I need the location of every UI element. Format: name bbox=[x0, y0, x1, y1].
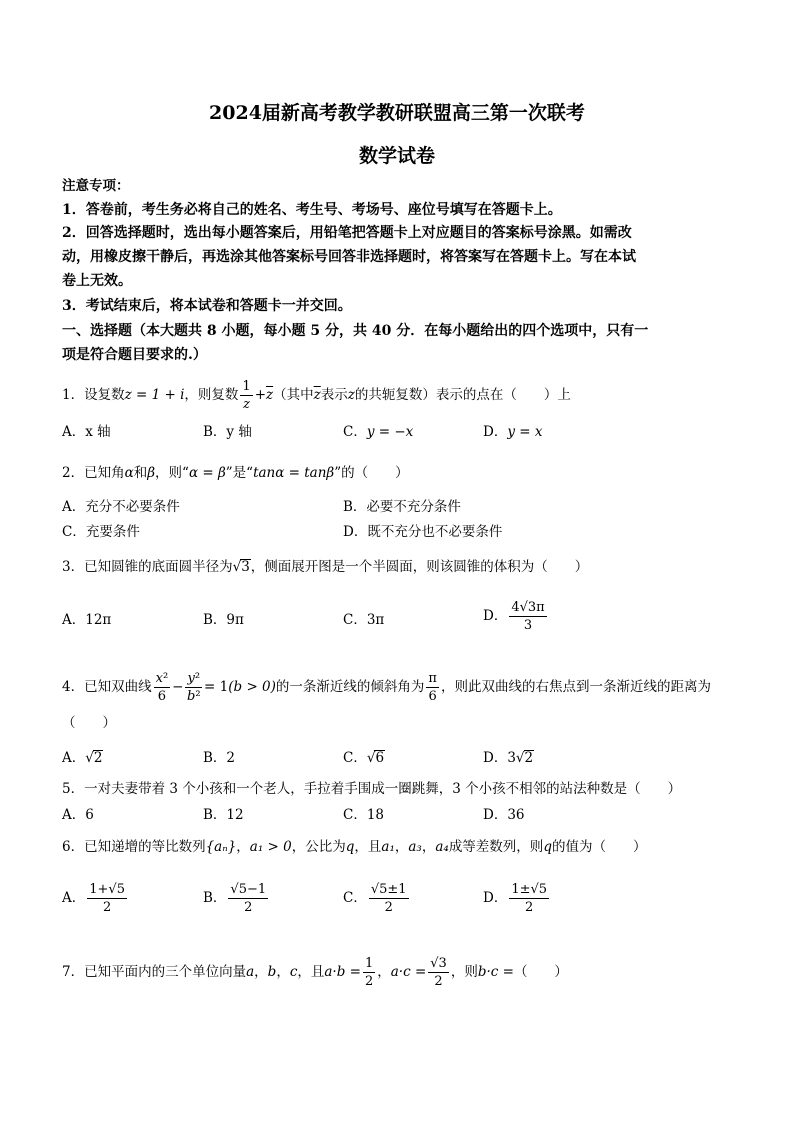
q3-option-b: B．9π bbox=[203, 612, 244, 628]
q1-option-d: D．y = x bbox=[483, 424, 543, 440]
q1-option-c: C．y = −x bbox=[343, 424, 414, 440]
question-2: 2．已知角α和β，则“α = β”是“tanα = tanβ”的（ ） bbox=[62, 465, 409, 481]
notice-item-2-line-1: 2．回答选择题时，选出每小题答案后，用铅笔把答题卡上对应题目的答案标号涂黑。如需改 bbox=[62, 225, 632, 241]
exam-title: 2024届新高考教学教研联盟高三第一次联考 bbox=[209, 102, 585, 124]
q5-option-b: B．12 bbox=[203, 807, 244, 823]
q6-option-b: B． $\frac{√5-1}{2}$ bbox=[203, 882, 267, 915]
notice-heading: 注意专项： bbox=[62, 178, 130, 194]
notice-item-1: 1．答卷前，考生务必将自己的姓名、考生号、考场号、座位号填写在答题卡上。 bbox=[62, 202, 562, 218]
q4-option-d: D．3√2 bbox=[483, 750, 534, 766]
q5-option-c: C．18 bbox=[343, 807, 385, 823]
q4-option-c: C．√6 bbox=[343, 750, 385, 766]
q2-option-a: A．充分不必要条件 bbox=[62, 499, 180, 515]
question-4: 4．已知双曲线 $\frac{\text{x²}}{6}$ − $\frac{\text{y²}}{\text{b²}}$ = 1(b > 0)的一条渐近线的倾斜角为 $\frac{\pi}{6}$ ，则此双曲线的右焦点到一条渐近线的距离为 bbox=[62, 671, 711, 704]
q1-option-b: B．y 轴 bbox=[203, 424, 252, 440]
question-7: 7．已知平面内的三个单位向量a，b，c，且a·b = $\frac{1}{2}$ ，a·c = $\frac{√3}{2}$ ，则b·c =（ ） bbox=[62, 956, 568, 989]
section-heading-line-2: 项是符合题目要求的.） bbox=[62, 347, 207, 363]
q4-option-a: A．√2 bbox=[62, 750, 103, 766]
q6-option-a: A． $\frac{1+√5}{2}$ bbox=[62, 882, 125, 915]
question-1: 1．设复数z = 1 + i，则复数 $\frac{1}{z}$ $+\overline{z}$（其中$\overline{z}$表示z的共轭复数）表示的点在（ ）上 bbox=[62, 379, 571, 412]
q3-option-c: C．3π bbox=[343, 612, 385, 628]
notice-item-2-line-3: 卷上无效。 bbox=[62, 273, 132, 289]
q3-option-d: D． $\frac{4√3\pi}{3}$ bbox=[483, 600, 545, 633]
question-3: 3．已知圆锥的底面圆半径为√3，侧面展开图是一个半圆面，则该圆锥的体积为（ ） bbox=[62, 559, 589, 575]
section-heading-line-1: 一、选择题（本大题共 8 小题，每小题 5 分，共 40 分．在每小题给出的四个选项中，只有一 bbox=[62, 323, 649, 339]
q4-answer-paren: （ ） bbox=[62, 715, 116, 731]
question-5: 5．一对夫妻带着 3 个小孩和一个老人，手拉着手围成一圈跳舞，3 个小孩不相邻的站法种数是（ ） bbox=[62, 781, 682, 797]
q2-option-b: B．必要不充分条件 bbox=[343, 499, 461, 515]
q6-option-d: D． $\frac{1\pm√5}{2}$ bbox=[483, 882, 548, 915]
q4-option-b: B．2 bbox=[203, 750, 236, 766]
exam-subtitle: 数学试卷 bbox=[358, 145, 435, 167]
q6-option-c: C． $\frac{√5\pm 1}{2}$ bbox=[343, 882, 407, 915]
q3-option-a: A．12π bbox=[62, 612, 112, 628]
q2-option-c: C．充要条件 bbox=[62, 524, 140, 540]
q1-option-a: A．x 轴 bbox=[62, 424, 111, 440]
q5-option-d: D．36 bbox=[483, 807, 525, 823]
notice-item-2-line-2: 动，用橡皮擦干静后，再选涂其他答案标号回答非选择题时，将答案写在答题卡上。写在本试 bbox=[62, 249, 636, 265]
q5-option-a: A．6 bbox=[62, 807, 94, 823]
notice-item-3: 3．考试结束后，将本试卷和答题卡一并交回。 bbox=[62, 298, 352, 314]
question-6: 6．已知递增的等比数列{aₙ}，a₁ > 0，公比为q，且a₁，a₃，a₄成等差数列，则q的值为（ ） bbox=[62, 839, 647, 855]
q2-option-d: D．既不充分也不必要条件 bbox=[343, 524, 503, 540]
